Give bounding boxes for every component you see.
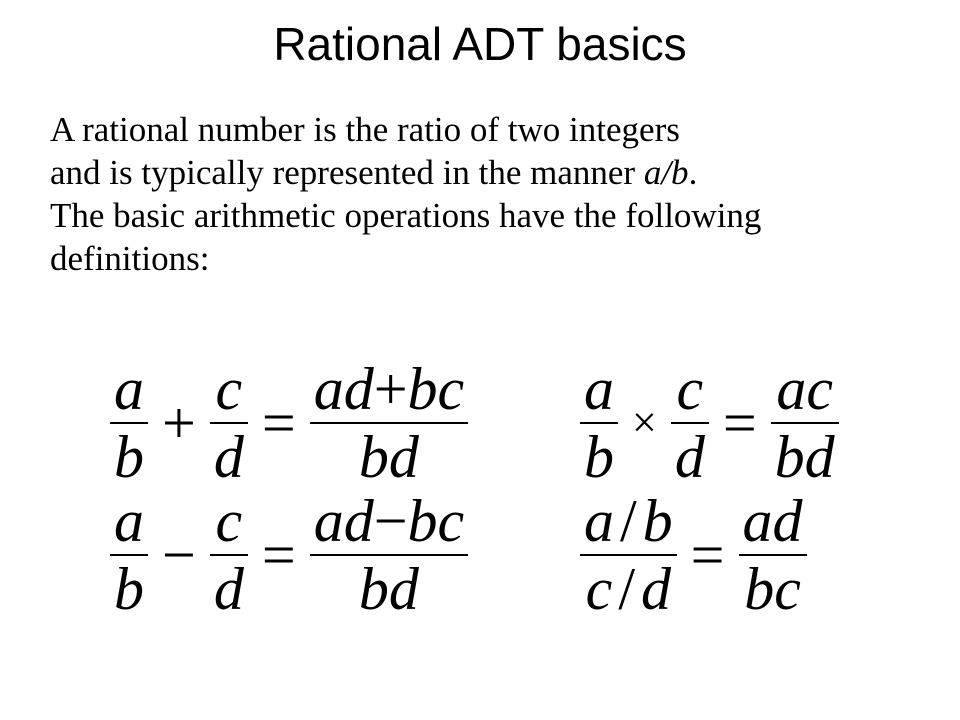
fraction-denominator: bd xyxy=(774,424,835,490)
fraction-numerator xyxy=(310,358,468,422)
division-result-fraction xyxy=(733,490,813,620)
fraction-denominator: bd xyxy=(358,556,419,622)
equals-sign: = xyxy=(690,522,725,588)
multiplication-equation xyxy=(574,358,845,488)
subtraction-fraction-a-b xyxy=(104,490,154,620)
addition-result-fraction xyxy=(304,358,474,488)
paragraph-line-4: definitions: xyxy=(50,239,210,278)
minus-operator: − xyxy=(373,488,408,554)
paragraph-line-3: The basic arithmetic operations have the following xyxy=(50,196,762,235)
fraction-denominator: bc xyxy=(744,556,801,622)
subtraction-equation xyxy=(104,490,474,620)
subtraction-fraction-c-d xyxy=(204,490,254,620)
paragraph-line-2 xyxy=(50,151,940,194)
slash-operator: / xyxy=(618,556,635,622)
slash-operator: / xyxy=(620,488,637,554)
description-paragraph xyxy=(50,108,940,280)
numerator-term-b: b xyxy=(642,488,673,554)
addition-equation xyxy=(104,358,474,488)
minus-operator: − xyxy=(162,522,196,588)
paragraph-line-2-suffix: . xyxy=(688,153,698,192)
numerator-term-ad: ad xyxy=(313,356,374,422)
equals-sign: = xyxy=(722,390,757,456)
fraction-denominator: bd xyxy=(358,424,419,490)
fraction-denominator: b xyxy=(584,424,614,490)
fraction-numerator: ac xyxy=(776,356,833,422)
multiplication-fraction-a-b xyxy=(574,358,624,488)
denominator-term-c: c xyxy=(585,556,613,622)
equals-sign: = xyxy=(261,522,296,588)
fraction-numerator xyxy=(310,490,468,554)
fraction-denominator: d xyxy=(213,424,244,490)
addition-fraction-c-d xyxy=(204,358,254,488)
multiplication-result-fraction xyxy=(765,358,845,488)
paragraph-line-2-italic: a/b xyxy=(643,153,689,192)
fraction-numerator: c xyxy=(676,356,704,422)
fraction-denominator: b xyxy=(114,424,144,490)
equals-sign: = xyxy=(261,390,296,456)
numerator-term-bc: bc xyxy=(407,356,465,422)
denominator-term-d: d xyxy=(640,556,671,622)
paragraph-line-1: A rational number is the ratio of two integers xyxy=(50,110,680,149)
fraction-numerator: ad xyxy=(742,488,803,554)
numerator-term-ad: ad xyxy=(313,488,374,554)
numerator-term-bc: bc xyxy=(407,488,465,554)
multiplication-fraction-c-d xyxy=(665,358,715,488)
fraction-numerator: c xyxy=(215,356,243,422)
fraction-denominator: d xyxy=(674,424,705,490)
fraction-denominator: d xyxy=(213,556,244,622)
paragraph-line-2-prefix: and is typically represented in the manner xyxy=(50,153,644,192)
fraction-numerator xyxy=(580,490,677,554)
addition-fraction-a-b xyxy=(104,358,154,488)
fraction-numerator: a xyxy=(114,356,144,422)
numerator-term-a: a xyxy=(584,488,614,554)
division-equation xyxy=(574,490,813,620)
fraction-numerator: c xyxy=(215,488,243,554)
fraction-numerator: a xyxy=(114,488,144,554)
plus-operator: + xyxy=(373,356,408,422)
times-operator: × xyxy=(632,398,657,447)
fraction-numerator: a xyxy=(584,356,614,422)
fraction-denominator xyxy=(582,556,675,620)
division-compound-fraction xyxy=(574,490,683,620)
subtraction-result-fraction xyxy=(304,490,474,620)
page-title: Rational ADT basics xyxy=(273,18,687,70)
plus-operator: + xyxy=(162,390,196,456)
fraction-denominator: b xyxy=(114,556,144,622)
